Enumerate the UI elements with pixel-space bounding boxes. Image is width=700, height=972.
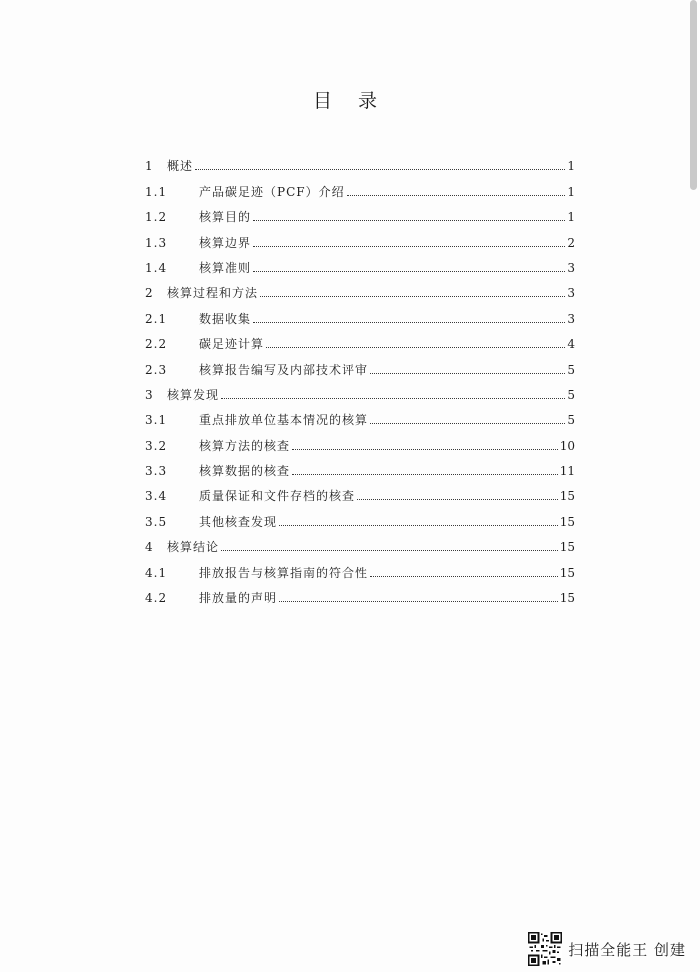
toc-entry-title: 核算方法的核查 bbox=[199, 438, 291, 453]
toc-leader-dots bbox=[279, 600, 558, 602]
toc-entry-page: 15 bbox=[559, 514, 575, 529]
toc-entry-title: 排放报告与核算指南的符合性 bbox=[199, 565, 369, 580]
toc-entry-title: 核算目的 bbox=[199, 210, 252, 225]
toc-entry-page: 3 bbox=[567, 286, 575, 301]
toc-entry-title: 核算发现 bbox=[167, 387, 220, 402]
qr-code-icon bbox=[528, 932, 562, 966]
toc-entry-number: 3.3 bbox=[145, 464, 168, 479]
toc-leader-dots bbox=[292, 448, 558, 450]
toc-entry[interactable] bbox=[145, 148, 575, 173]
toc-leader-dots bbox=[221, 549, 558, 551]
page-title: 目 录 bbox=[312, 90, 388, 112]
toc-entry-number: 4.2 bbox=[145, 591, 168, 606]
toc-entry[interactable] bbox=[145, 300, 575, 325]
toc-leader-dots bbox=[253, 219, 565, 221]
toc-entry-title: 核算过程和方法 bbox=[167, 286, 259, 301]
toc-entry-page: 5 bbox=[567, 362, 575, 377]
toc-leader-dots bbox=[266, 346, 565, 348]
toc-entry[interactable] bbox=[145, 402, 575, 427]
toc-entry-title: 排放量的声明 bbox=[199, 591, 278, 606]
toc-entry[interactable] bbox=[145, 503, 575, 528]
toc-leader-dots bbox=[370, 422, 565, 424]
toc-entry[interactable] bbox=[145, 199, 575, 224]
toc-entry-number: 1.3 bbox=[145, 235, 168, 250]
toc-entry-number: 1.2 bbox=[145, 210, 168, 225]
toc-entry[interactable] bbox=[145, 326, 575, 351]
toc-entry[interactable] bbox=[145, 377, 575, 402]
toc-entry[interactable] bbox=[145, 427, 575, 452]
toc-entry-page: 15 bbox=[559, 591, 575, 606]
toc-entry-page: 1 bbox=[567, 210, 575, 225]
toc-entry-number: 3.4 bbox=[145, 489, 168, 504]
toc-entry[interactable] bbox=[145, 351, 575, 376]
toc-entry[interactable] bbox=[145, 250, 575, 275]
toc-entry-title: 其他核查发现 bbox=[199, 514, 278, 529]
toc-leader-dots bbox=[292, 473, 558, 475]
scrollbar[interactable] bbox=[689, 0, 697, 972]
toc-entry-page: 1 bbox=[567, 159, 575, 174]
toc-entry-title: 核算准则 bbox=[199, 260, 252, 275]
toc-leader-dots bbox=[370, 372, 565, 374]
toc-entry-title: 重点排放单位基本情况的核算 bbox=[199, 413, 369, 428]
toc-entry[interactable] bbox=[145, 580, 575, 605]
toc-entry-page: 5 bbox=[567, 387, 575, 402]
toc-entry-number: 2 bbox=[145, 286, 154, 301]
toc-leader-dots bbox=[253, 321, 565, 323]
toc-leader-dots bbox=[221, 397, 565, 399]
toc-entry-title: 产品碳足迹（PCF）介绍 bbox=[199, 184, 345, 199]
toc-entry[interactable] bbox=[145, 529, 575, 554]
toc-leader-dots bbox=[195, 168, 565, 170]
watermark-text: 扫描全能王 创建 bbox=[568, 940, 686, 959]
watermark bbox=[528, 932, 686, 966]
toc-entry-page: 3 bbox=[567, 311, 575, 326]
toc-entry-page: 4 bbox=[567, 337, 575, 352]
toc-leader-dots bbox=[253, 245, 565, 247]
toc-entry-number: 3.5 bbox=[145, 514, 168, 529]
toc-entry-page: 2 bbox=[567, 235, 575, 250]
toc-entry[interactable] bbox=[145, 554, 575, 579]
toc-entry[interactable] bbox=[145, 224, 575, 249]
toc-entry-title: 核算结论 bbox=[167, 540, 220, 555]
toc-entry-number: 1.1 bbox=[145, 184, 168, 199]
toc-entry[interactable] bbox=[145, 478, 575, 503]
toc-leader-dots bbox=[279, 524, 558, 526]
toc-entry-number: 3 bbox=[145, 387, 154, 402]
toc-entry-title: 数据收集 bbox=[199, 311, 252, 326]
toc-entry[interactable] bbox=[145, 173, 575, 198]
toc-entry-title: 质量保证和文件存档的核查 bbox=[199, 489, 356, 504]
toc-entry-number: 2.2 bbox=[145, 337, 168, 352]
toc-entry-page: 1 bbox=[567, 184, 575, 199]
toc-entry-title: 核算报告编写及内部技术评审 bbox=[199, 362, 369, 377]
toc-leader-dots bbox=[260, 295, 565, 297]
toc-entry-number: 4 bbox=[145, 540, 154, 555]
toc-leader-dots bbox=[370, 575, 558, 577]
toc-leader-dots bbox=[347, 194, 565, 196]
toc-entry[interactable] bbox=[145, 453, 575, 478]
toc-entry-title: 核算边界 bbox=[199, 235, 252, 250]
table-of-contents bbox=[145, 148, 575, 605]
toc-entry[interactable] bbox=[145, 275, 575, 300]
toc-entry-title: 碳足迹计算 bbox=[199, 337, 265, 352]
toc-entry-page: 5 bbox=[567, 413, 575, 428]
toc-leader-dots bbox=[253, 270, 565, 272]
toc-entry-number: 3.1 bbox=[145, 413, 168, 428]
toc-leader-dots bbox=[357, 498, 558, 500]
toc-entry-page: 15 bbox=[559, 540, 575, 555]
toc-entry-page: 15 bbox=[559, 565, 575, 580]
toc-entry-page: 10 bbox=[559, 438, 575, 453]
scrollbar-thumb[interactable] bbox=[690, 0, 697, 190]
toc-entry-number: 4.1 bbox=[145, 565, 168, 580]
toc-entry-page: 3 bbox=[567, 260, 575, 275]
toc-entry-page: 11 bbox=[559, 464, 575, 479]
toc-entry-title: 概述 bbox=[167, 159, 194, 174]
toc-entry-number: 2.1 bbox=[145, 311, 168, 326]
toc-entry-title: 核算数据的核查 bbox=[199, 464, 291, 479]
toc-entry-number: 2.3 bbox=[145, 362, 168, 377]
toc-entry-number: 1.4 bbox=[145, 260, 168, 275]
toc-entry-number: 1 bbox=[145, 159, 154, 174]
toc-entry-number: 3.2 bbox=[145, 438, 168, 453]
toc-entry-page: 15 bbox=[559, 489, 575, 504]
